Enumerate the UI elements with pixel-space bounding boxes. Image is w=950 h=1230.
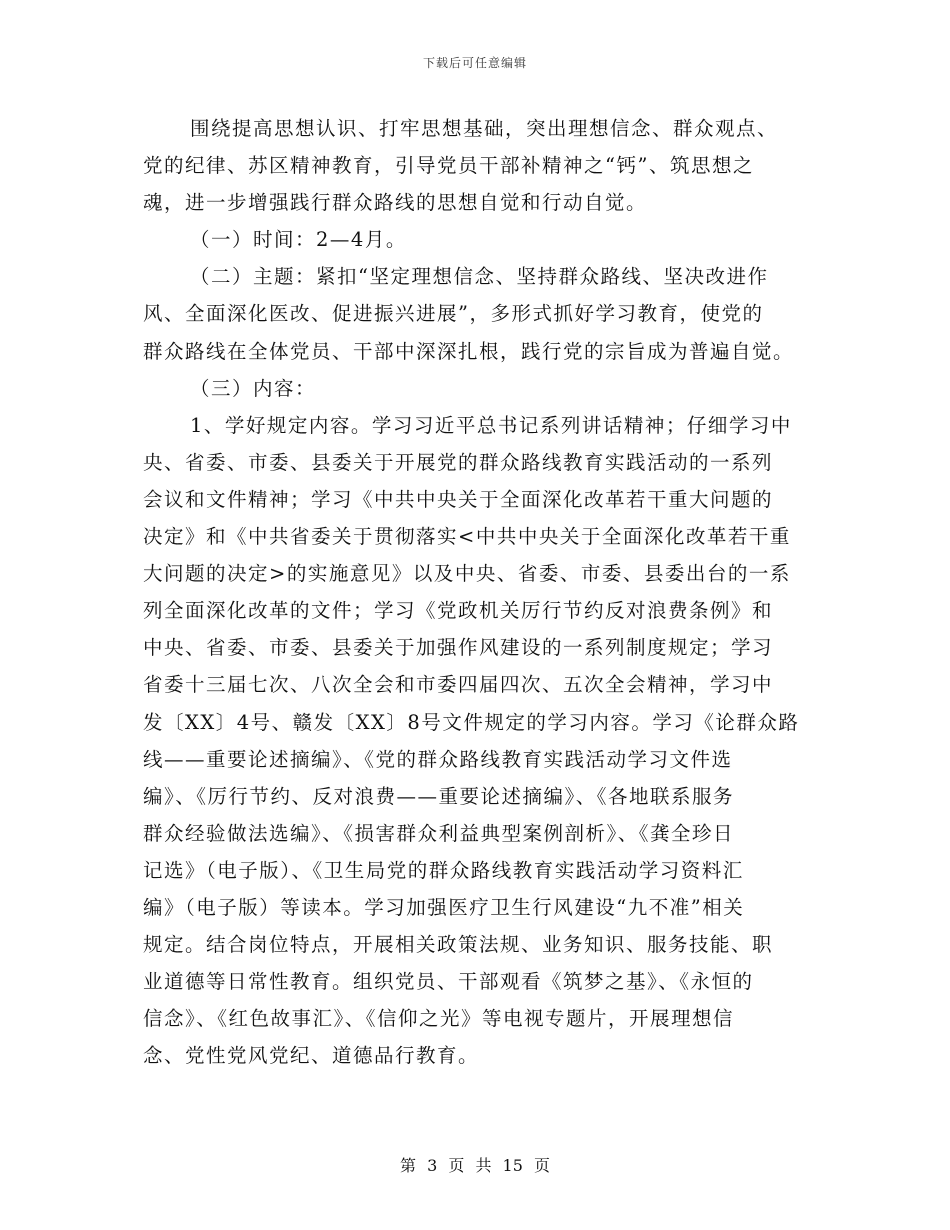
paragraph-line: 群众路线在全体党员、干部中深深扎根，践行党的宗旨成为普遍自觉。 bbox=[143, 339, 795, 363]
paragraph-line: 中央、省委、市委、县委关于加强作风建设的一系列制度规定；学习 bbox=[143, 636, 774, 660]
paragraph-line: 列全面深化改革的文件；学习《党政机关厉行节约反对浪费条例》和 bbox=[143, 599, 774, 623]
paragraph-line: 发〔XX〕4号、赣发〔XX〕8号文件规定的学习内容。学习《论群众路 bbox=[143, 710, 800, 734]
paragraph-line: 业道德等日常性教育。组织党员、干部观看《筑梦之基》、《永恒的 bbox=[143, 970, 754, 994]
paragraph-line: 风、全面深化医改、促进振兴进展”，多形式抓好学习教育，使党的 bbox=[143, 302, 764, 326]
section-content-heading: （三）内容： bbox=[190, 376, 317, 400]
section-time-line: （一）时间：2—4月。 bbox=[190, 228, 407, 252]
paragraph-line: 央、省委、市委、县委关于开展党的群众路线教育实践活动的一系列 bbox=[143, 450, 774, 474]
paragraph-line: 规定。结合岗位特点，开展相关政策法规、业务知识、服务技能、职 bbox=[143, 933, 774, 957]
paragraph-line: 编》、《厉行节约、反对浪费——重要论述摘编》、《各地联系服务 bbox=[143, 784, 735, 808]
paragraph-line: 决定》和《中共省委关于贯彻落实<中共中央关于全面深化改革若干重 bbox=[143, 525, 791, 549]
paragraph-line: 念、党性党风党纪、道德品行教育。 bbox=[143, 1044, 480, 1068]
paragraph-line: 省委十三届七次、八次全会和市委四届四次、五次全会精神，学习中 bbox=[143, 673, 774, 697]
paragraph-line: 群众经验做法选编》、《损害群众利益典型案例剖析》、《龚全珍日 bbox=[143, 821, 735, 845]
paragraph-line: 围绕提高思想认识、打牢思想基础，突出理想信念、群众观点、 bbox=[190, 117, 779, 140]
paragraph-line: 魂，进一步增强践行群众路线的思想自觉和行动自觉。 bbox=[143, 191, 648, 215]
paragraph-line: 线——重要论述摘编》、《党的群众路线教育实践活动学习文件选 bbox=[143, 747, 733, 771]
paragraph-line: 编》（电子版）等读本。学习加强医疗卫生行风建设“九不准”相关 bbox=[143, 895, 745, 919]
paragraph-line: 会议和文件精神；学习《中共中央关于全面深化改革若干重大问题的 bbox=[143, 487, 774, 511]
page-number-footer: 第 3 页 共 15 页 bbox=[400, 1156, 550, 1175]
page-header-note: 下载后可任意编辑 bbox=[422, 56, 527, 70]
paragraph-line: 记选》（电子版）、《卫生局党的群众路线教育实践活动学习资料汇 bbox=[143, 858, 744, 882]
section-theme-line: （二）主题：紧扣“坚定理想信念、坚持群众路线、坚决改进作 bbox=[190, 265, 769, 289]
paragraph-line: 1、学好规定内容。学习习近平总书记系列讲话精神；仔细学习中 bbox=[190, 413, 792, 437]
paragraph-line: 信念》、《红色故事汇》、《信仰之光》等电视专题片，开展理想信 bbox=[143, 1007, 735, 1031]
paragraph-line: 党的纪律、苏区精神教育，引导党员干部补精神之“钙”、筑思想之 bbox=[143, 154, 754, 178]
paragraph-line: 大问题的决定>的实施意见》以及中央、省委、市委、县委出台的一系 bbox=[143, 562, 791, 586]
document-body bbox=[143, 110, 808, 1074]
